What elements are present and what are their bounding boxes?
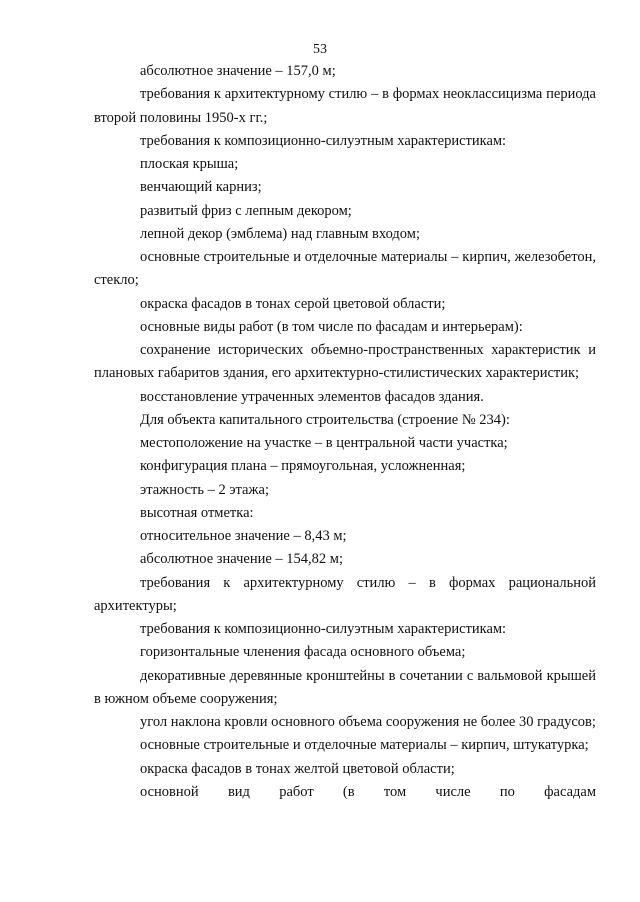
paragraph: абсолютное значение – 157,0 м; [140, 63, 336, 79]
paragraph: сохранение исторических объемно-пространственных характеристик и плановых габаритов здания, его архитектурно-стилистических характеристик; [94, 342, 596, 382]
paragraph: местоположение на участке – в центральной части участка; [140, 435, 508, 451]
paragraph: основные строительные и отделочные материалы – кирпич, железобетон, стекло; [94, 249, 596, 289]
paragraph: окраска фасадов в тонах серой цветовой области; [140, 295, 446, 312]
paragraph: конфигурация плана – прямоугольная, усложненная; [140, 458, 466, 475]
paragraph: относительное значение – 8,43 м; [140, 528, 347, 544]
paragraph: основные виды работ (в том числе по фасадам и интерьерам): [140, 318, 523, 335]
paragraph: восстановление утраченных элементов фасадов здания. [140, 388, 484, 405]
paragraph: основной вид работ (в том числе по фасадам [140, 783, 596, 800]
paragraph: развитый фриз с лепным декором; [140, 202, 352, 219]
paragraph: плоская крыша; [140, 156, 239, 172]
paragraph: абсолютное значение – 154,82 м; [140, 551, 343, 568]
paragraph: угол наклона кровли основного объема сооружения не более 30 градусов; [140, 714, 596, 730]
paragraph: Для объекта капитального строительства (строение № 234): [140, 411, 510, 428]
paragraph: горизонтальные членения фасада основного объема; [140, 644, 466, 661]
paragraph: требования к архитектурному стилю – в формах рациональной архитектуры; [94, 574, 596, 614]
paragraph: венчающий карниз; [140, 179, 262, 196]
paragraph: окраска фасадов в тонах желтой цветовой области; [140, 760, 455, 777]
paragraph: декоративные деревянные кронштейны в сочетании с вальмовой крышей в южном объеме сооружения; [94, 667, 596, 707]
paragraph: этажность – 2 этажа; [140, 481, 269, 498]
paragraph: основные строительные и отделочные материалы – кирпич, штукатурка; [140, 737, 589, 754]
page-number: 53 [313, 42, 327, 57]
document-body [94, 60, 596, 804]
paragraph: требования к композиционно-силуэтным характеристикам: [140, 621, 507, 637]
paragraph: требования к композиционно-силуэтным характеристикам: [140, 132, 507, 149]
paragraph: лепной декор (эмблема) над главным входом; [140, 225, 420, 242]
paragraph: требования к архитектурному стилю – в формах неоклассицизма периода второй половины 1950-х гг.; [94, 86, 596, 126]
paragraph: высотная отметка: [140, 504, 254, 521]
